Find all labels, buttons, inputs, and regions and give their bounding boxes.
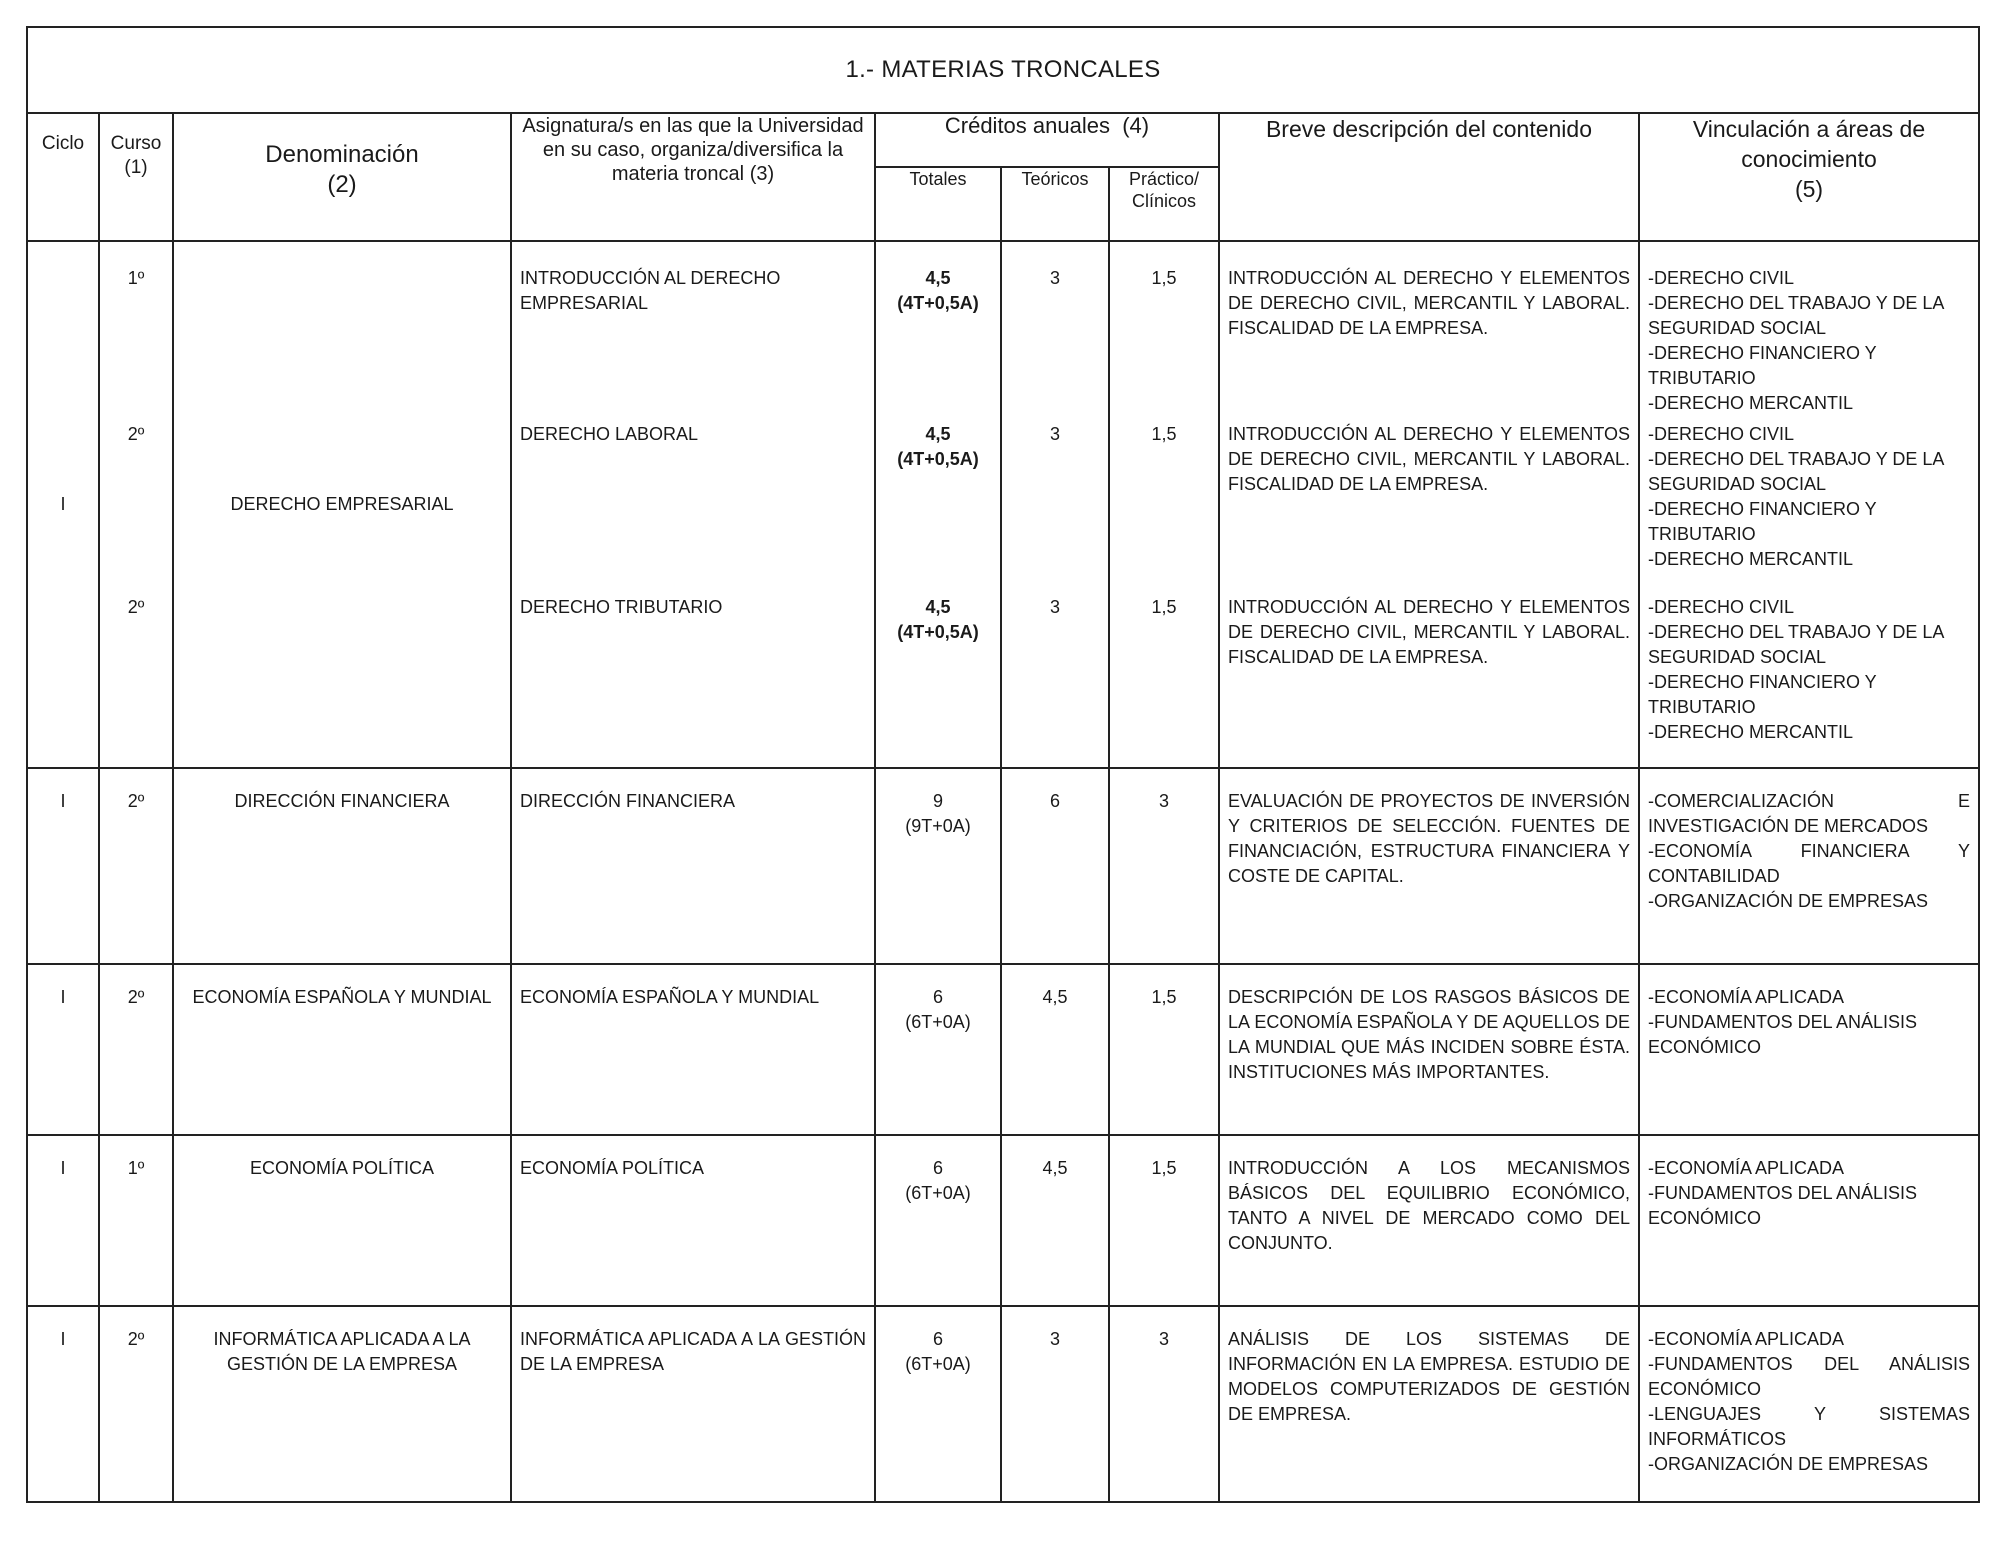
- header-ciclo: Ciclo: [27, 113, 99, 241]
- totales-cell: 9 (9T+0A): [875, 768, 1001, 964]
- practicos-cell: 3: [1109, 768, 1219, 964]
- practicos-cell: 1,5: [1109, 1135, 1219, 1306]
- header-practicos: Práctico/ Clínicos: [1109, 167, 1219, 241]
- areas-cell: -ECONOMÍA APLICADA -FUNDAMENTOS DEL ANÁLISIS ECONÓMICO -LENGUAJES Y SISTEMAS INFORMÁTICOS -ORGANIZACIÓN DE EMPRESAS: [1639, 1306, 1979, 1502]
- practicos-cell: 1,5: [1109, 422, 1219, 595]
- descripcion-cell: EVALUACIÓN DE PROYECTOS DE INVERSIÓN Y CRITERIOS DE SELECCIÓN. FUENTES DE FINANCIACIÓN, ESTRUCTURA FINANCIERA Y COSTE DE CAPITAL.: [1219, 768, 1639, 964]
- teoricos-cell: 3: [1001, 595, 1109, 768]
- header-creditos: Créditos anuales (4): [875, 113, 1219, 167]
- descripcion-cell: ANÁLISIS DE LOS SISTEMAS DE INFORMACIÓN EN LA EMPRESA. ESTUDIO DE MODELOS COMPUTERIZADOS DE GESTIÓN DE EMPRESA.: [1219, 1306, 1639, 1502]
- descripcion-cell: INTRODUCCIÓN AL DERECHO Y ELEMENTOS DE DERECHO CIVIL, MERCANTIL Y LABORAL. FISCALIDAD DE LA EMPRESA.: [1219, 422, 1639, 595]
- materias-troncales-table: [26, 26, 1980, 1503]
- denominacion-cell: DIRECCIÓN FINANCIERA: [173, 768, 511, 964]
- areas-cell: -ECONOMÍA APLICADA -FUNDAMENTOS DEL ANÁLISIS ECONÓMICO: [1639, 964, 1979, 1135]
- totales-cell: 4,5 (4T+0,5A): [875, 241, 1001, 422]
- practicos-cell: 1,5: [1109, 595, 1219, 768]
- totales-cell: 6 (6T+0A): [875, 1135, 1001, 1306]
- header-teoricos: Teóricos: [1001, 167, 1109, 241]
- areas-cell: -COMERCIALIZACIÓN E INVESTIGACIÓN DE MERCADOS -ECONOMÍA FINANCIERA Y CONTABILIDAD -ORGANIZACIÓN DE EMPRESAS: [1639, 768, 1979, 964]
- header-vinculacion: Vinculación a áreas de conocimiento (5): [1639, 113, 1979, 241]
- curso-cell: 2º: [99, 1306, 173, 1502]
- descripcion-cell: INTRODUCCIÓN AL DERECHO Y ELEMENTOS DE DERECHO CIVIL, MERCANTIL Y LABORAL. FISCALIDAD DE LA EMPRESA.: [1219, 241, 1639, 422]
- asignatura-cell: DERECHO LABORAL: [511, 422, 875, 595]
- curso-cell: 2º: [99, 964, 173, 1135]
- descripcion-cell: DESCRIPCIÓN DE LOS RASGOS BÁSICOS DE LA ECONOMÍA ESPAÑOLA Y DE AQUELLOS DE LA MUNDIAL QUE MÁS INCIDEN SOBRE ÉSTA. INSTITUCIONES MÁS IMPORTANTES.: [1219, 964, 1639, 1135]
- denominacion-cell: INFORMÁTICA APLICADA A LA GESTIÓN DE LA EMPRESA: [173, 1306, 511, 1502]
- areas-cell: -DERECHO CIVIL -DERECHO DEL TRABAJO Y DE LA SEGURIDAD SOCIAL -DERECHO FINANCIERO Y TRIBUTARIO -DERECHO MERCANTIL: [1639, 595, 1979, 768]
- practicos-cell: 1,5: [1109, 241, 1219, 422]
- teoricos-cell: 3: [1001, 1306, 1109, 1502]
- ciclo-cell: I: [27, 1135, 99, 1306]
- areas-cell: -DERECHO CIVIL -DERECHO DEL TRABAJO Y DE LA SEGURIDAD SOCIAL -DERECHO FINANCIERO Y TRIBUTARIO -DERECHO MERCANTIL: [1639, 422, 1979, 595]
- page-title: 1.- MATERIAS TRONCALES: [27, 27, 1979, 113]
- totales-cell: 6 (6T+0A): [875, 964, 1001, 1135]
- ciclo-cell: I: [27, 241, 99, 768]
- teoricos-cell: 6: [1001, 768, 1109, 964]
- teoricos-cell: 4,5: [1001, 964, 1109, 1135]
- curso-cell: 1º: [99, 241, 173, 422]
- header-descripcion: Breve descripción del contenido: [1219, 113, 1639, 241]
- ciclo-cell: I: [27, 1306, 99, 1502]
- header-asignaturas: Asignatura/s en las que la Universidad en su caso, organiza/diversifica la materia troncal (3): [511, 113, 875, 241]
- table-row: [27, 1306, 1979, 1502]
- denominacion-cell: ECONOMÍA POLÍTICA: [173, 1135, 511, 1306]
- table-row: [27, 1135, 1979, 1306]
- denominacion-cell: DERECHO EMPRESARIAL: [173, 241, 511, 768]
- teoricos-cell: 3: [1001, 241, 1109, 422]
- descripcion-cell: INTRODUCCIÓN AL DERECHO Y ELEMENTOS DE DERECHO CIVIL, MERCANTIL Y LABORAL. FISCALIDAD DE LA EMPRESA.: [1219, 595, 1639, 768]
- asignatura-cell: INFORMÁTICA APLICADA A LA GESTIÓN DE LA EMPRESA: [511, 1306, 875, 1502]
- asignatura-cell: ECONOMÍA ESPAÑOLA Y MUNDIAL: [511, 964, 875, 1135]
- header-denominacion: Denominación (2): [173, 113, 511, 241]
- totales-cell: 4,5 (4T+0,5A): [875, 422, 1001, 595]
- ciclo-cell: I: [27, 964, 99, 1135]
- table-row: [27, 768, 1979, 964]
- descripcion-cell: INTRODUCCIÓN A LOS MECANISMOS BÁSICOS DEL EQUILIBRIO ECONÓMICO, TANTO A NIVEL DE MERCADO COMO DEL CONJUNTO.: [1219, 1135, 1639, 1306]
- curso-cell: 2º: [99, 768, 173, 964]
- curso-cell: 1º: [99, 1135, 173, 1306]
- asignatura-cell: DERECHO TRIBUTARIO: [511, 595, 875, 768]
- curso-cell: 2º: [99, 595, 173, 768]
- asignatura-cell: ECONOMÍA POLÍTICA: [511, 1135, 875, 1306]
- practicos-cell: 3: [1109, 1306, 1219, 1502]
- asignatura-cell: INTRODUCCIÓN AL DERECHO EMPRESARIAL: [511, 241, 875, 422]
- areas-cell: -DERECHO CIVIL -DERECHO DEL TRABAJO Y DE LA SEGURIDAD SOCIAL -DERECHO FINANCIERO Y TRIBUTARIO -DERECHO MERCANTIL: [1639, 241, 1979, 422]
- areas-cell: -ECONOMÍA APLICADA -FUNDAMENTOS DEL ANÁLISIS ECONÓMICO: [1639, 1135, 1979, 1306]
- table-row: [27, 964, 1979, 1135]
- teoricos-cell: 3: [1001, 422, 1109, 595]
- header-curso: Curso (1): [99, 113, 173, 241]
- denominacion-cell: ECONOMÍA ESPAÑOLA Y MUNDIAL: [173, 964, 511, 1135]
- practicos-cell: 1,5: [1109, 964, 1219, 1135]
- ciclo-cell: I: [27, 768, 99, 964]
- header-totales: Totales: [875, 167, 1001, 241]
- teoricos-cell: 4,5: [1001, 1135, 1109, 1306]
- asignatura-cell: DIRECCIÓN FINANCIERA: [511, 768, 875, 964]
- totales-cell: 6 (6T+0A): [875, 1306, 1001, 1502]
- totales-cell: 4,5 (4T+0,5A): [875, 595, 1001, 768]
- curso-cell: 2º: [99, 422, 173, 595]
